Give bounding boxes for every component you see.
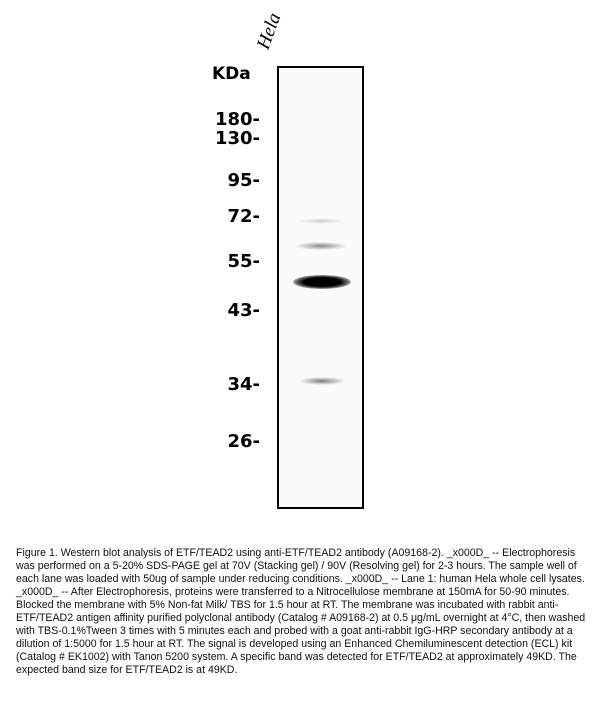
- faint-band-high: [297, 218, 345, 224]
- marker-180: 180-: [214, 109, 260, 130]
- faint-band-72: [295, 242, 347, 250]
- figure-caption: Figure 1. Western blot analysis of ETF/TEAD2 using anti-ETF/TEAD2 antibody (A09168-2). _x000D_ -- Electrophoresis was performed on a 5-20% SDS-PAGE gel at 70V (Stacking gel) / 90V (Resolving gel) for 2-3 hours. The sample well of each lane was loaded with 50ug of sample under reducing conditions. _x000D_ -- Lane 1: human Hela whole cell lysates. _x000D_ -- After Electrophoresis, proteins were transferred to a Nitrocellulose membrane at 150mA for 50-90 minutes. Blocked the membrane with 5% Non-fat Milk/ TBS for 1.5 hour at RT. The membrane was incubated with rabbit anti-ETF/TEAD2 antigen affinity purified polyclonal antibody (Catalog # A09168-2) at 0.5 μg/mL overnight at 4°C, then washed with TBS-0.1%Tween 3 times with 5 minutes each and probed with a goat anti-rabbit IgG-HRP secondary antibody at a dilution of 1:5000 for 1.5 hour at RT. The signal is developed using an Enhanced Chemiluminescent detection (ECL) kit (Catalog # EK1002) with Tanon 5200 system. A specific band was detected for ETF/TEAD2 at approximately 49KD. The expected band size for ETF/TEAD2 is at 49KD.: [16, 547, 586, 676]
- marker-95: 95-: [227, 170, 260, 191]
- lane-label-hela: Hela: [253, 10, 286, 53]
- marker-130: 130-: [214, 128, 260, 149]
- faint-band-34: [299, 377, 345, 385]
- main-band-49kd: [293, 275, 351, 289]
- marker-55: 55-: [227, 251, 260, 272]
- western-blot-membrane: [277, 66, 364, 509]
- marker-43: 43-: [227, 300, 260, 321]
- marker-72: 72-: [227, 206, 260, 227]
- marker-34: 34-: [227, 374, 260, 395]
- molecular-weight-unit: KDa: [212, 64, 251, 84]
- marker-26: 26-: [227, 431, 260, 452]
